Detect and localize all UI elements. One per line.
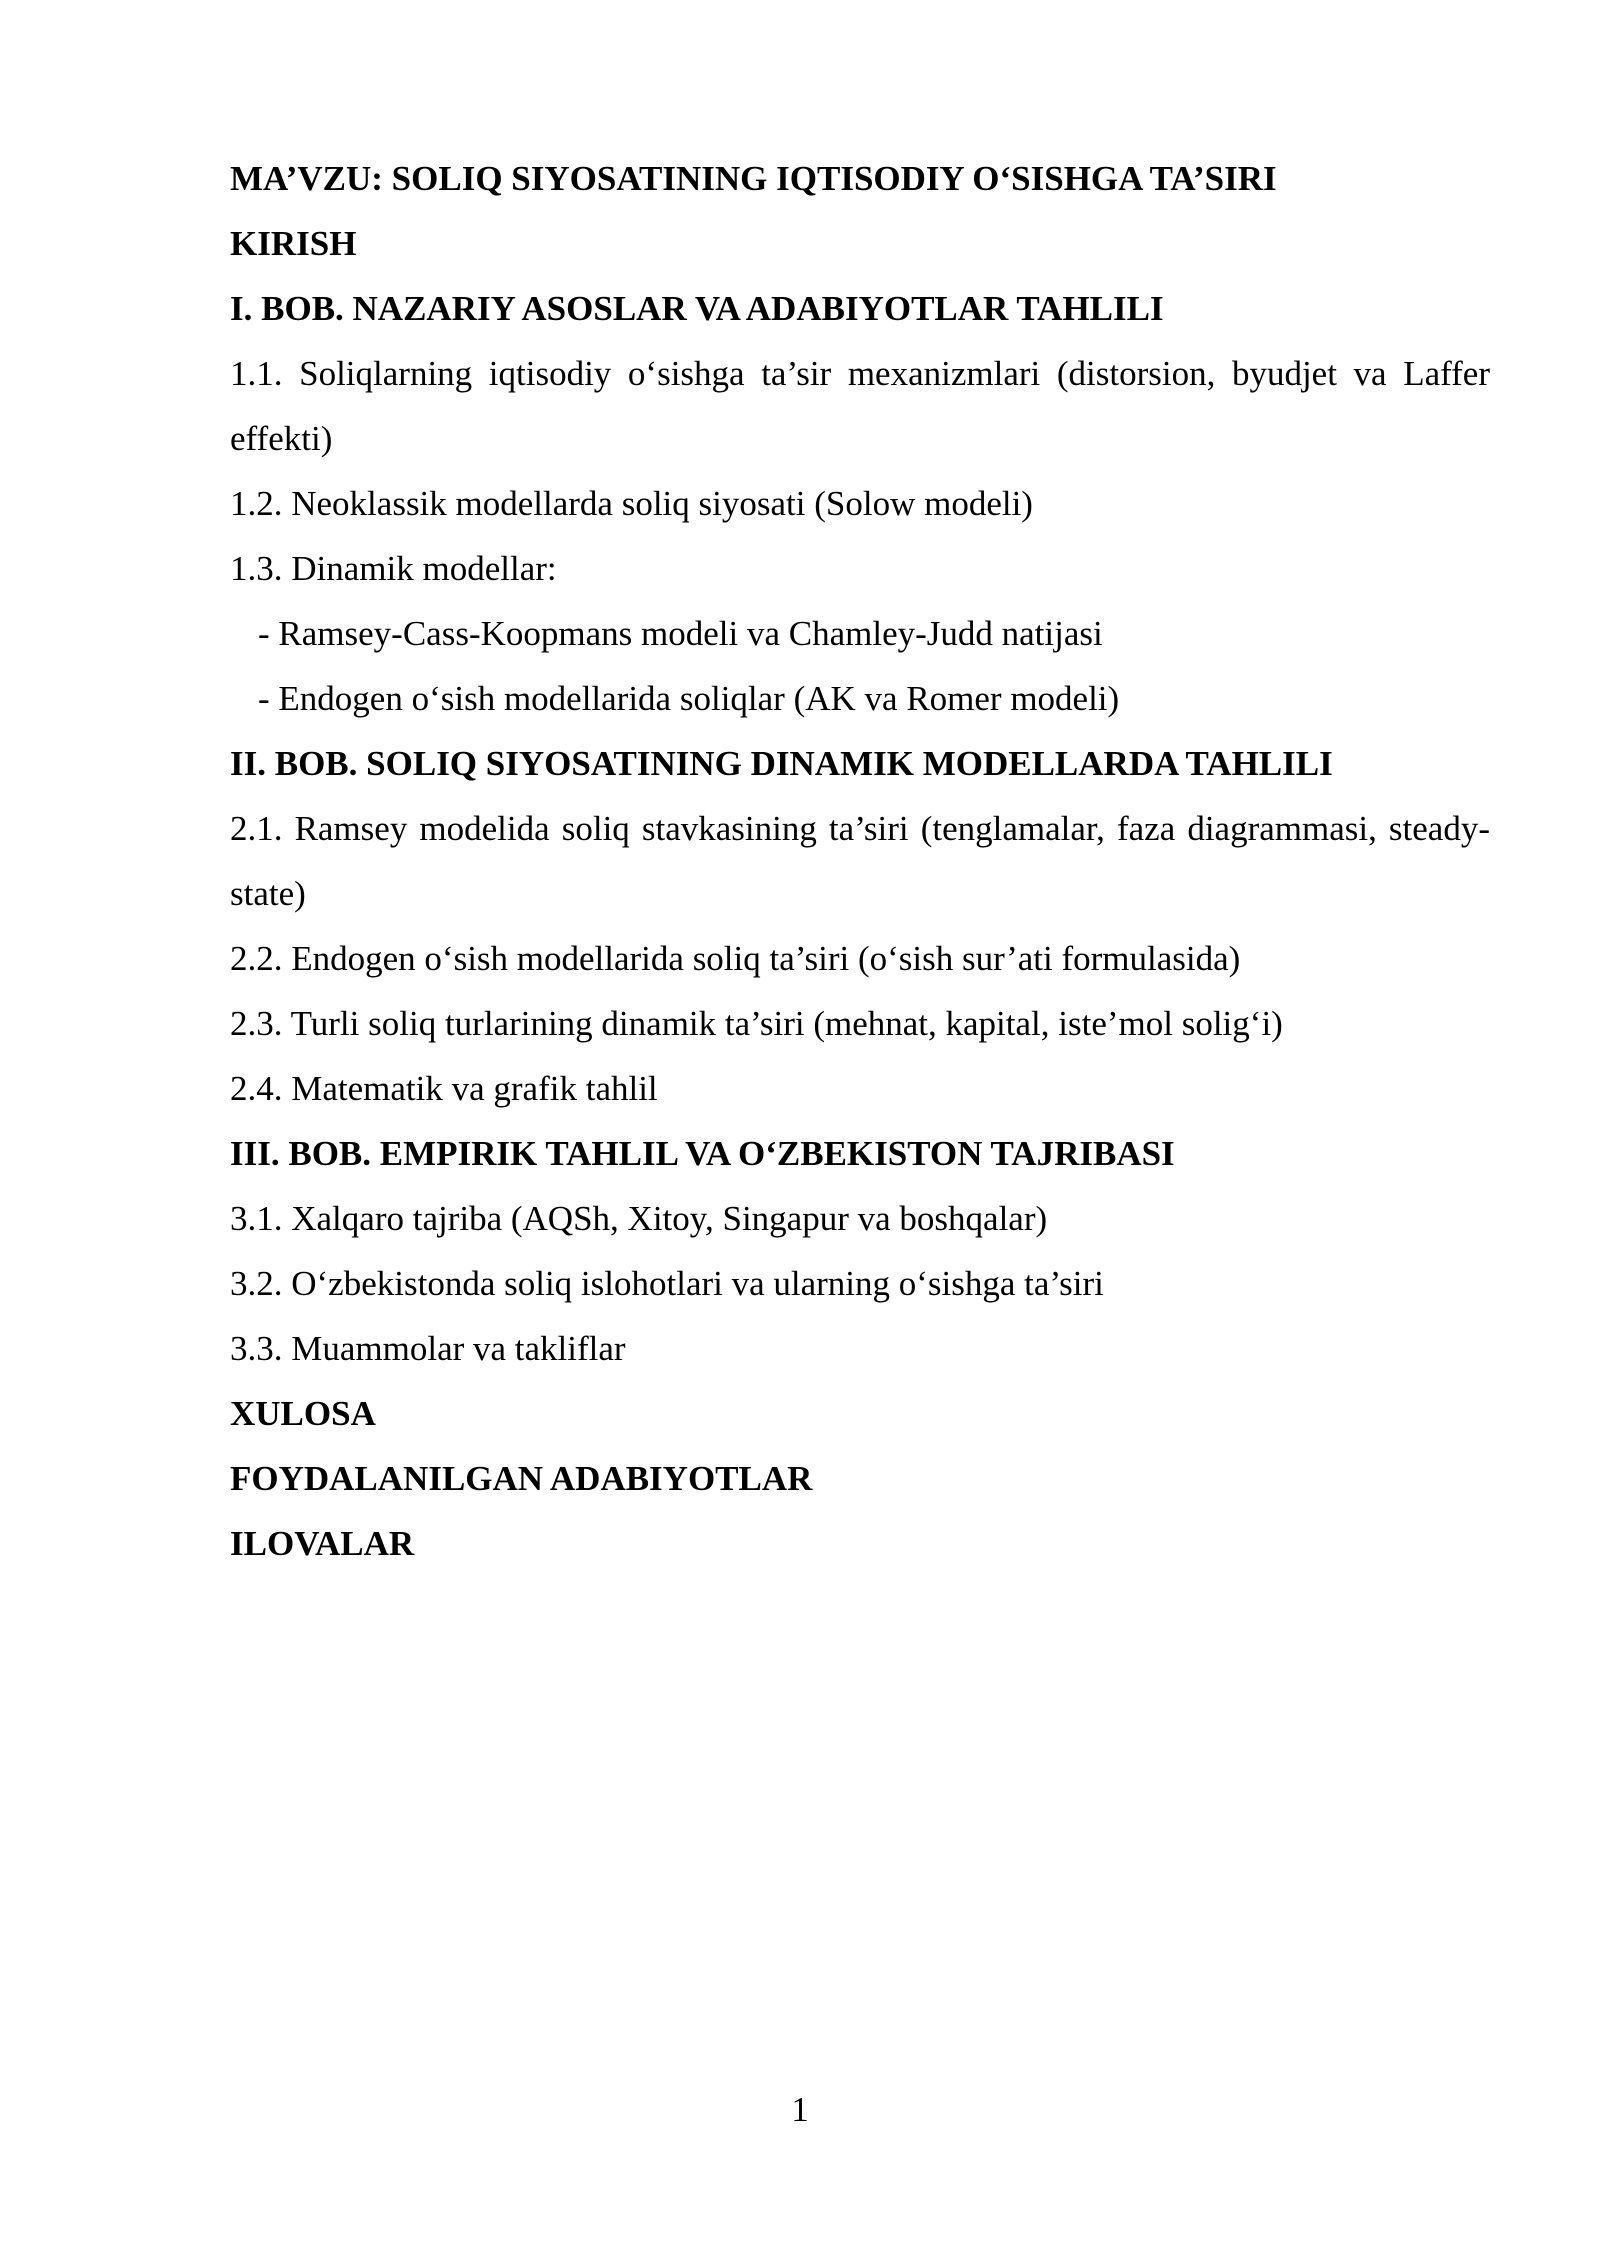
page-number: 1 <box>791 2090 809 2129</box>
chapter3-heading: III. BOB. EMPIRIK TAHLIL VA O‘ZBEKISTON TAJRIBASI <box>230 1134 1175 1173</box>
toc-references: FOYDALANILGAN ADABIYOTLAR <box>230 1459 813 1498</box>
toc-subitem-1-3-a: - Ramsey-Cass-Koopmans modeli va Chamley-Judd natijasi <box>258 614 1103 653</box>
toc-item-3-1: 3.1. Xalqaro tajriba (AQSh, Xitoy, Singapur va boshqalar) <box>230 1199 1048 1238</box>
chapter1-heading: I. BOB. NAZARIY ASOSLAR VA ADABIYOTLAR TAHLILI <box>230 289 1164 328</box>
table-of-contents <box>230 146 1490 1576</box>
toc-item-1-2: 1.2. Neoklassik modellarda soliq siyosati (Solow modeli) <box>230 484 1033 523</box>
chapter2-heading: II. BOB. SOLIQ SIYOSATINING DINAMIK MODELLARDA TAHLILI <box>230 744 1333 783</box>
toc-item-1-1: 1.1. Soliqlarning iqtisodiy o‘sishga ta’sir mexanizmlari (distorsion, byudjet va Laffer effekti) <box>230 354 1490 458</box>
toc-introduction: KIRISH <box>230 224 357 263</box>
toc-item-3-2: 3.2. O‘zbekistonda soliq islohotlari va ularning o‘sishga ta’siri <box>230 1264 1104 1303</box>
toc-item-2-2: 2.2. Endogen o‘sish modellarida soliq ta’siri (o‘sish sur’ati formulasida) <box>230 939 1241 978</box>
toc-item-2-1: 2.1. Ramsey modelida soliq stavkasining ta’siri (tenglamalar, faza diagrammasi, steady-state) <box>230 809 1490 913</box>
document-title: MA’VZU: SOLIQ SIYOSATINING IQTISODIY O‘SISHGA TA’SIRI <box>230 159 1277 198</box>
toc-conclusion: XULOSA <box>230 1394 376 1433</box>
toc-subitem-1-3-b: - Endogen o‘sish modellarida soliqlar (AK va Romer modeli) <box>258 679 1120 718</box>
toc-appendices: ILOVALAR <box>230 1524 415 1563</box>
toc-item-3-3: 3.3. Muammolar va takliflar <box>230 1329 626 1368</box>
toc-item-1-3: 1.3. Dinamik modellar: <box>230 549 557 588</box>
toc-item-2-3: 2.3. Turli soliq turlarining dinamik ta’siri (mehnat, kapital, iste’mol solig‘i) <box>230 1004 1283 1043</box>
toc-item-2-4: 2.4. Matematik va grafik tahlil <box>230 1069 658 1108</box>
